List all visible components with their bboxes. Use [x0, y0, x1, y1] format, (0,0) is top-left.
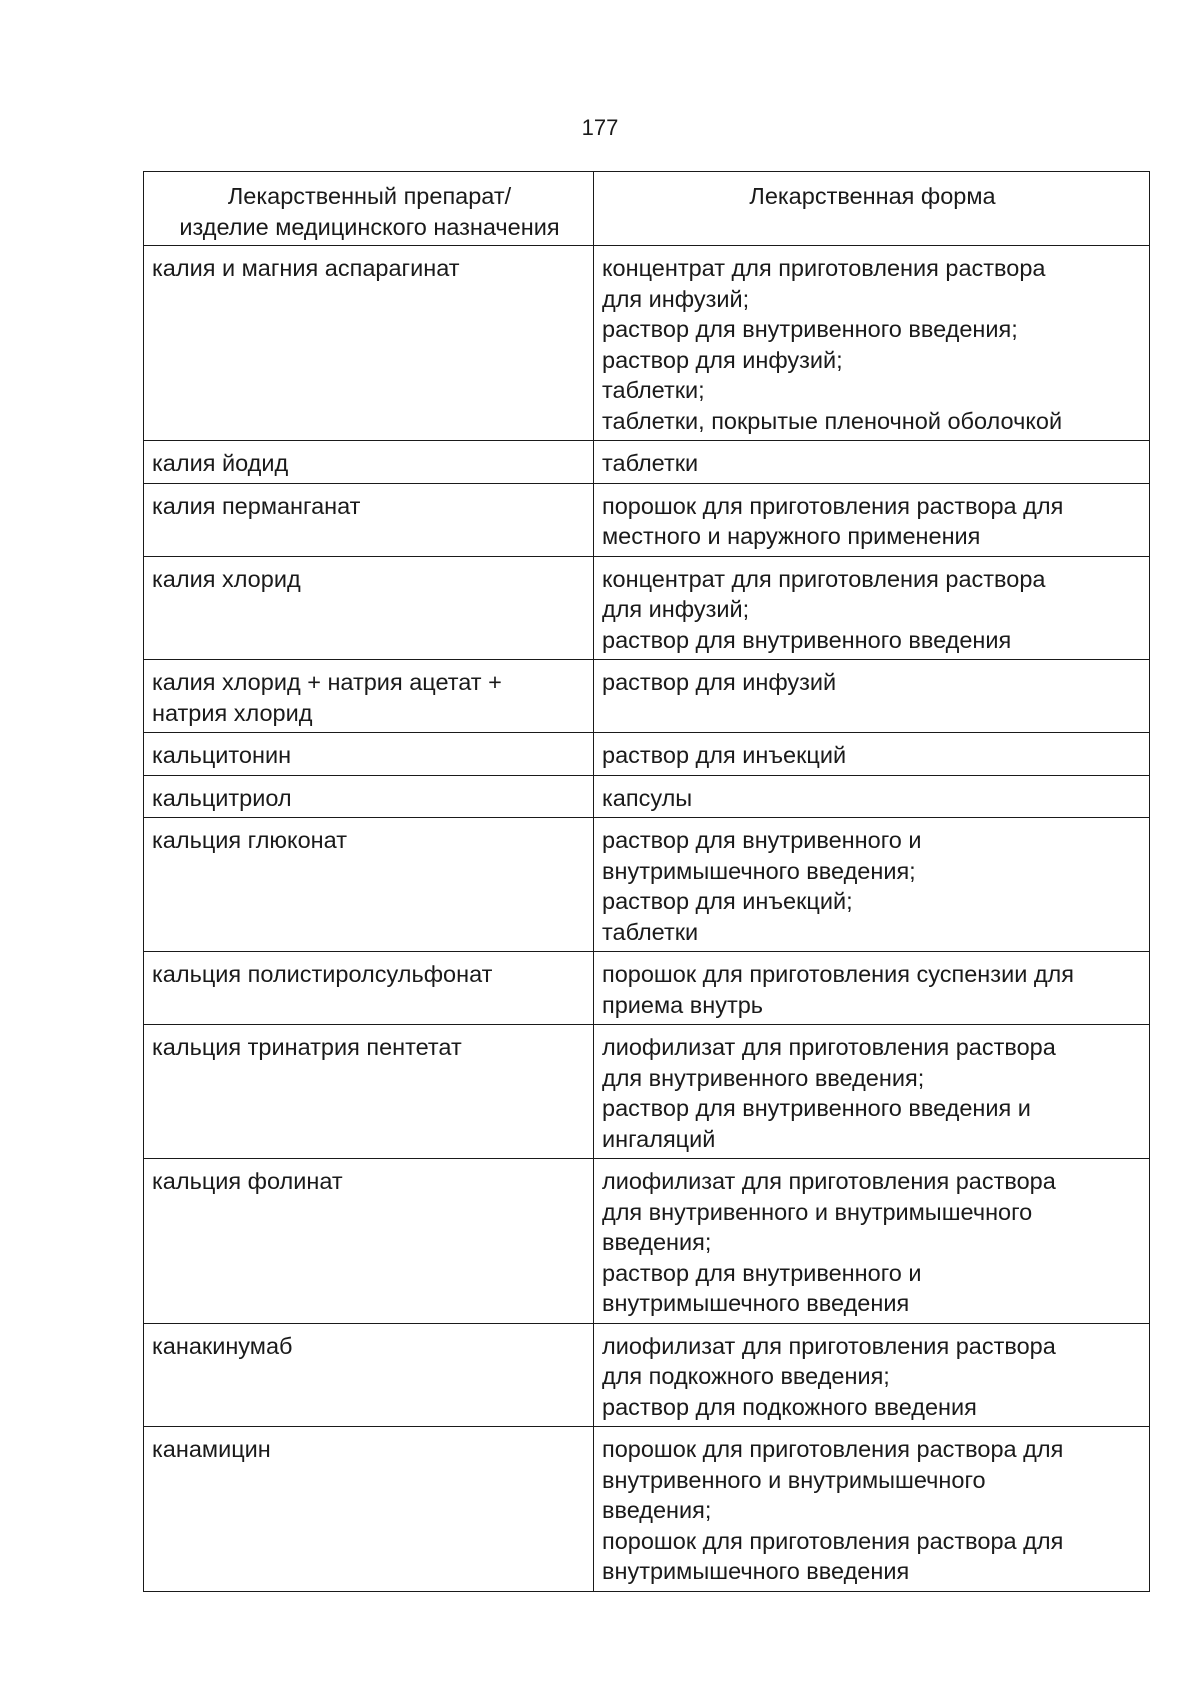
drug-cell-line: канамицин [152, 1436, 271, 1462]
form-cell-line: для подкожного введения; [602, 1363, 890, 1389]
form-cell [594, 246, 1150, 441]
header-drug-line: изделие медицинского назначения [179, 213, 560, 240]
drug-cell-line: калия перманганат [152, 492, 361, 519]
header-form-line: Лекарственная форма [749, 183, 996, 209]
drug-cell [144, 246, 594, 441]
form-cell-line: для внутривенного и внутримышечного [602, 1198, 1033, 1225]
form-cell-line: раствор для внутривенного и [602, 827, 922, 853]
table-row [144, 556, 1150, 660]
form-cell-line: ингаляций [602, 1125, 716, 1152]
form-cell-line: концентрат для приготовления раствора [602, 255, 1046, 281]
form-cell-line: раствор для подкожного введения [602, 1393, 977, 1420]
form-cell [594, 952, 1150, 1025]
form-cell [594, 660, 1150, 733]
form-cell-line: лиофилизат для приготовления раствора [602, 1168, 1056, 1194]
form-cell-line: раствор для внутривенного введения; [602, 316, 1018, 342]
drug-cell [144, 1159, 594, 1324]
drug-cell-line: калия йодид [152, 450, 289, 476]
drug-cell-line: кальция фолинат [152, 1168, 343, 1194]
table-row [144, 733, 1150, 776]
table-row [144, 246, 1150, 441]
drug-cell-line: калия и магния аспарагинат [152, 255, 460, 281]
form-cell-line: внутримышечного введения [602, 1558, 910, 1584]
drug-cell-line: калия хлорид [152, 565, 301, 592]
form-cell-line: введения; [602, 1229, 712, 1255]
table-row [144, 483, 1150, 556]
header-drug-line: Лекарственный препарат/ [227, 183, 512, 209]
page-number: 177 [581, 115, 619, 140]
header-form [594, 172, 1150, 246]
table-row [144, 1025, 1150, 1159]
drug-cell [144, 818, 594, 952]
form-cell-line: капсулы [602, 784, 693, 811]
form-cell-line: введения; [602, 1497, 712, 1523]
form-cell [594, 818, 1150, 952]
drug-cell-line: калия хлорид + натрия ацетат + [152, 669, 502, 695]
form-cell-line: внутривенного и внутримышечного [602, 1466, 986, 1493]
drug-cell-line: кальция тринатрия пентетат [152, 1034, 462, 1060]
form-cell-line: таблетки; [602, 377, 705, 403]
drug-cell [144, 1025, 594, 1159]
form-cell [594, 483, 1150, 556]
form-cell-line: раствор для инфузий [602, 669, 837, 695]
form-cell-line: таблетки [602, 450, 699, 476]
header-drug [144, 172, 594, 246]
table-row [144, 775, 1150, 818]
form-cell-line: лиофилизат для приготовления раствора [602, 1034, 1056, 1060]
form-cell [594, 1427, 1150, 1592]
drug-cell-line: кальцитонин [152, 742, 292, 768]
drug-cell-line: кальция глюконат [152, 827, 347, 853]
drug-cell [144, 556, 594, 660]
table-row [144, 1159, 1150, 1324]
form-cell-line: порошок для приготовления раствора для [602, 1527, 1064, 1554]
table-row [144, 441, 1150, 484]
form-cell-line: порошок для приготовления раствора для [602, 1436, 1064, 1462]
form-cell-line: приема внутрь [602, 991, 764, 1018]
form-cell-line: раствор для инъекций [602, 742, 847, 768]
table-header [144, 172, 1150, 246]
drug-cell [144, 441, 594, 484]
form-cell-line: раствор для внутривенного введения и [602, 1095, 1031, 1121]
form-cell [594, 1159, 1150, 1324]
table-row [144, 1323, 1150, 1427]
form-cell-line: для инфузий; [602, 596, 750, 622]
form-cell-line: раствор для инъекций; [602, 888, 853, 914]
form-cell-line: раствор для инфузий; [602, 346, 843, 373]
form-cell-line: для инфузий; [602, 285, 750, 312]
form-cell [594, 556, 1150, 660]
drug-cell [144, 1427, 594, 1592]
table-header-row [144, 172, 1150, 246]
drug-cell-line: кальция полистиролсульфонат [152, 961, 493, 987]
drug-cell-line: канакинумаб [152, 1332, 293, 1359]
form-cell [594, 733, 1150, 776]
form-cell-line: порошок для приготовления раствора для [602, 492, 1064, 519]
form-cell-line: раствор для внутривенного введения [602, 626, 1012, 653]
drug-cell [144, 660, 594, 733]
form-cell-line: раствор для внутривенного и [602, 1259, 922, 1286]
drug-cell [144, 483, 594, 556]
table-row [144, 818, 1150, 952]
form-cell-line: порошок для приготовления суспензии для [602, 961, 1074, 987]
form-cell [594, 1025, 1150, 1159]
form-cell-line: таблетки, покрытые пленочной оболочкой [602, 407, 1063, 434]
form-cell-line: концентрат для приготовления раствора [602, 565, 1046, 592]
table-row [144, 660, 1150, 733]
drug-cell-line: кальцитриол [152, 784, 292, 811]
form-cell [594, 441, 1150, 484]
drug-cell [144, 775, 594, 818]
table-row [144, 952, 1150, 1025]
drug-cell [144, 1323, 594, 1427]
drug-table [143, 171, 1150, 1592]
form-cell-line: лиофилизат для приготовления раствора [602, 1332, 1056, 1359]
table-row [144, 1427, 1150, 1592]
form-cell-line: таблетки [602, 918, 699, 945]
form-cell-line: внутримышечного введения; [602, 857, 916, 884]
table-body [144, 246, 1150, 1592]
form-cell-line: внутримышечного введения [602, 1290, 910, 1316]
drug-cell [144, 733, 594, 776]
form-cell-line: для внутривенного введения; [602, 1064, 925, 1091]
form-cell [594, 1323, 1150, 1427]
drug-cell-line: натрия хлорид [152, 699, 313, 726]
form-cell [594, 775, 1150, 818]
drug-cell [144, 952, 594, 1025]
form-cell-line: местного и наружного применения [602, 523, 981, 549]
